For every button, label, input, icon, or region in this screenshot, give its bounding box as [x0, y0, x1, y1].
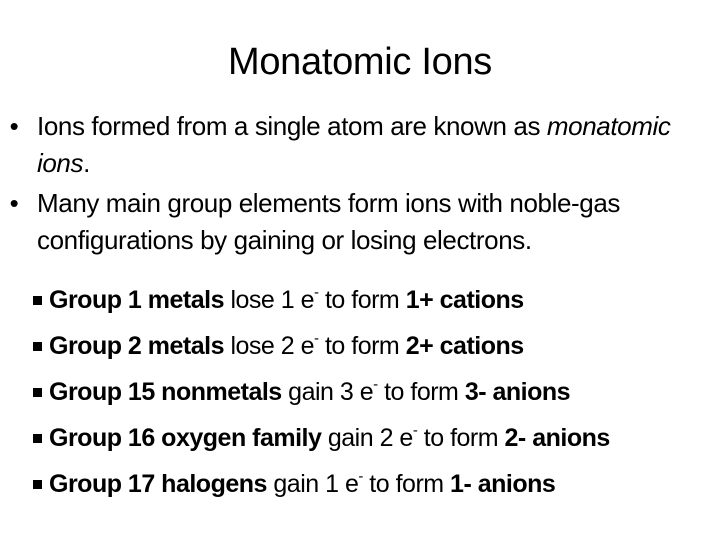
electron-charge: -	[373, 375, 378, 393]
bullet-marker: •	[9, 111, 19, 141]
connector-text: to form	[318, 286, 406, 314]
ion-result: 3- anions	[464, 378, 571, 406]
bullet-emphasis: monatomic ions	[37, 111, 671, 178]
square-bullet-icon	[33, 480, 42, 489]
bullet-text-end: .	[83, 148, 90, 178]
sub-bullet-group-17	[0, 461, 720, 507]
bullet-item-1	[0, 108, 720, 182]
bullet-text-start: Ions formed from a single atom are known as	[37, 111, 547, 141]
bullet-marker: •	[9, 188, 19, 218]
connector-text: to form	[318, 332, 406, 360]
electron-change: gain 3 e	[281, 378, 374, 406]
group-name: Group 17 halogens	[49, 470, 267, 498]
connector-text: to form	[417, 424, 505, 452]
slide-title: Monatomic Ions	[227, 41, 493, 83]
bullet-text	[37, 108, 687, 182]
sub-bullet-group-2	[0, 323, 720, 369]
square-bullet-icon	[33, 388, 42, 397]
electron-charge: -	[412, 421, 418, 439]
group-name: Group 1 metals	[49, 286, 224, 314]
sub-bullet-group-15	[0, 369, 720, 415]
electron-change: gain 1 e	[266, 470, 359, 498]
bullet-item-2	[0, 185, 720, 259]
ion-result: 2+ cations	[405, 332, 524, 360]
group-name: Group 2 metals	[49, 332, 224, 360]
sub-bullet-list	[0, 277, 720, 507]
ion-result: 1- anions	[450, 470, 556, 498]
square-bullet-icon	[33, 342, 42, 351]
electron-charge: -	[358, 467, 363, 485]
group-name: Group 16 oxygen family	[49, 424, 322, 452]
sub-bullet-group-1	[0, 277, 720, 323]
bullet-list	[0, 108, 720, 262]
sub-bullet-group-16	[0, 415, 720, 461]
connector-text: to form	[377, 378, 465, 406]
electron-change: lose 1 e	[224, 286, 315, 314]
square-bullet-icon	[33, 434, 42, 443]
square-bullet-icon	[33, 296, 42, 305]
bullet-text: Many main group elements form ions with noble-gas configurations by gaining or losing electrons.	[37, 188, 621, 255]
electron-charge: -	[314, 283, 319, 301]
electron-charge: -	[314, 329, 319, 347]
group-name: Group 15 nonmetals	[49, 378, 282, 406]
electron-change: lose 2 e	[224, 332, 315, 360]
connector-text: to form	[362, 470, 451, 498]
ion-result: 1+ cations	[405, 286, 524, 314]
ion-result: 2- anions	[504, 424, 610, 452]
electron-change: gain 2 e	[321, 424, 413, 452]
